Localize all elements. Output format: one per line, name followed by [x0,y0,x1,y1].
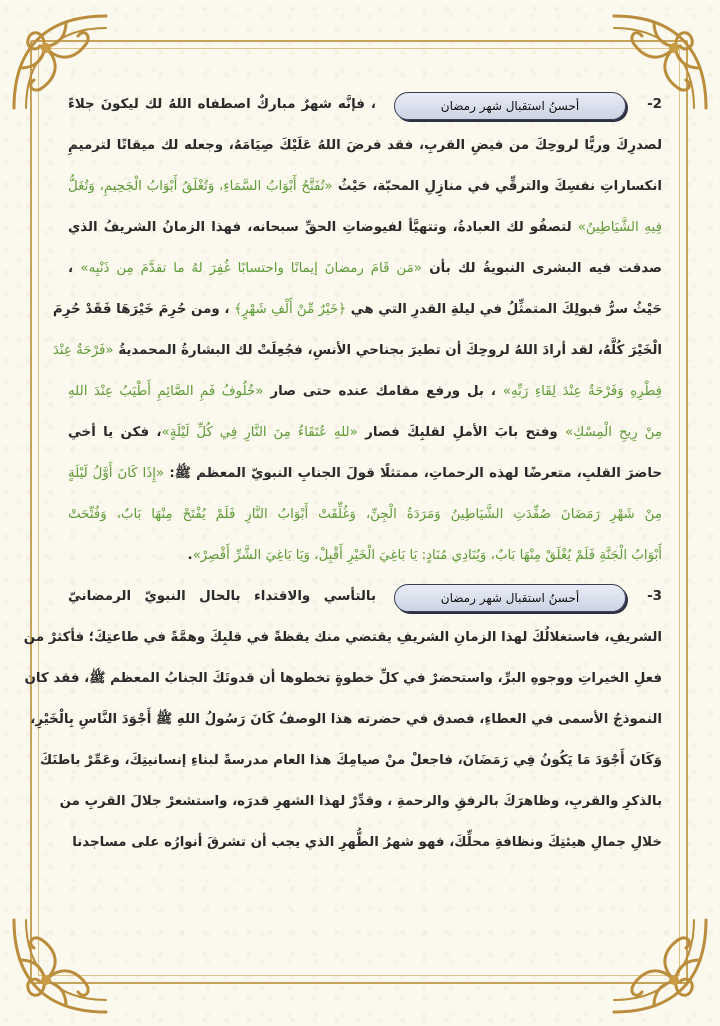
body-text-span: لصدرِكَ وريًّا لروحِكَ من فيضِ القربِ، فقد فرضَ اللهُ عَلَيْكَ صِيَامَهُ، وجعله لك ميقاتًا لترميمِ [68,138,662,153]
body-text-span: صدقت فيه البشرى النبويةُ لك بأن [421,261,662,276]
text-line [52,330,662,371]
quote-text: فِيهِ الشَّيَاطِينُ» [577,220,662,235]
section-heading-row [68,84,662,125]
quote-text: «خُلُوفُ فَمِ الصَّائِمِ أَطْيَبُ عِنْدَ اللهِ [68,384,264,399]
heading-line-text: بالتأسي والاقتداء بالحال النبويّ الرمضانيّ [68,589,376,604]
section-heading-pill: أحسنُ استقبال شهر رمضان [394,584,626,612]
section-2 [52,84,663,576]
text-line [68,453,662,494]
body-text-span: لتصفُو لك العبادةُ، وتتهيَّأ لفيوضاتِ الحقِّ سبحانه، فهذا الزمانُ الشريفُ الذي [68,220,578,235]
quote-text: «فَرْحَةٌ عِنْدَ [52,343,114,358]
text-line [59,781,662,822]
section-lines [23,617,662,863]
text-line [23,617,662,658]
section-heading-row [68,576,662,617]
quote-text: «إِذَا كَانَ أَوَّلُ لَيْلَةٍ [68,466,165,481]
corner-ornament-icon [6,910,116,1020]
body-text-span: ، فكن يا أخي [68,425,162,440]
quote-text: أَبْوَابُ الْجَنَّةِ فَلَمْ يُغْلَقْ مِنْهَا بَابٌ، وَيُنَادِي مُنَادٍ: يَا بَاغِيَ الْخَيْرِ أَقْبِلْ، وَيَا بَاغِيَ الشَّرِّ أَقْصِرْ» [192,548,662,563]
text-line [68,166,662,207]
text-line [30,699,662,740]
quote-text: «تُفَتَّحُ أَبْوَابُ السَّمَاءِ، وَتُغْلَقُ أَبْوَابُ الْجَحِيمِ، وَتُغَلُّ [68,179,333,194]
section-number: 2- [647,97,662,112]
section-lines [52,125,663,576]
text-line [68,371,662,412]
body-text-span: الْخَيْرَ كُلَّهُ، لقد أرادَ اللهُ لروحِكَ أن تطيرَ بجناحي الأنسِ، فجُعِلَتْ لك البشارةُ المحمديةُ [113,343,662,358]
quote-text: فِطْرِهِ وَفَرْحَةٌ عِنْدَ لِقَاءِ رَبِّهِ» [502,384,663,399]
body-text-span: وفتح بابَ الأملِ لقلبِكَ فصار [357,425,565,440]
quote-text: مِنْ شَهْرِ رَمَضَانَ صُفِّدَتِ الشَّيَاطِينُ وَمَرَدَةُ الْجِنِّ، وَغُلِّقَتْ أَبْوَابُ النَّارِ فَلَمْ يُفْتَحْ مِنْهَا بَابٌ، وَفُتِّحَتْ [68,507,662,522]
body-text-span: حَيْثُ سرُّ قبولِكَ المتمثِّلُ في ليلةِ القدرِ التي هي [346,302,662,317]
section-heading-pill: أحسنُ استقبال شهر رمضان [394,92,626,120]
text-line [39,740,662,781]
heading-line-text: ، فإنَّه شهرٌ مباركٌ اصطفاه اللهُ لك ليكونَ جلاءً [68,97,376,112]
text-line [68,535,662,576]
text-line [68,412,662,453]
body-text-span: وَكَانَ أَجْوَدَ مَا يَكُونُ فِي رَمَضَانَ، فاجعلْ منْ صيامِكَ هذا العام مدرسةً لبناءِ إنسانيتِكَ، وعَمِّرْ باطنَكَ [39,753,662,768]
body-text-span: حاضرَ القلبِ، متعرضًا لهذه الرحماتِ، ممتثلًا قولَ الجنابِ النبويّ المعظم ﷺ: [164,466,662,481]
body-text-span: ، بل ورفع مقامك عنده حتى صار [263,384,503,399]
text-line [68,125,662,166]
quote-text: «للهِ عُتَقَاءُ مِنَ النَّارِ فِي كُلِّ لَيْلَةٍ» [161,425,358,440]
quote-text: ﴿خَيْرٌ مِّنْ أَلْفِ شَهْرٍ﴾ [234,302,347,317]
text-line [68,822,662,863]
body-text-span: فعلِ الخيراتِ ووجوهِ البرِّ، واستحضرْ في كلِّ خطوةٍ تخطوها أن قدوتَكَ الجنابُ المعظم ﷺ، فقد كان [24,671,662,686]
body-text-span: . [187,548,193,563]
section-number: 3- [647,589,662,604]
quote-text: «مَن قَامَ رمضانَ إيمانًا واحتسابًا غُفِرَ لهُ ما تقدَّمَ مِن ذَنْبِه» [80,261,422,276]
body-text-span: ، ومن حُرِمَ خَيْرَهَا فَقَدْ حُرِمَ [52,302,235,317]
corner-ornament-icon [604,910,714,1020]
quote-text: مِنْ رِيحِ الْمِسْكِ» [565,425,662,440]
body-text-span: انكساراتِ نفسِكَ والترقِّي في منازِلِ المحبّة، حَيْثُ [332,179,662,194]
text-line [24,658,662,699]
text-line [68,207,662,248]
body-text-span: خلالِ جمالِ هيئتِكَ ونظافةِ محلِّكَ، فهو شهرُ الطُّهرِ الذي يجب أن تشرقَ أنوارُه على مساجدنا [72,835,662,850]
body-text-span: الشريفِ، فاستغلالُكَ لهذا الزمانِ الشريفِ يقتضي منك يقظةً في قلبِكَ وهمَّةً في طاعتِكَ؛ فأكثرْ من [23,630,662,645]
body-text-span: ، [68,261,81,276]
section-3 [23,576,662,863]
body-text [23,84,663,863]
body-text-span: بالذكرِ والقربِ، وظاهرَكَ بالرفقِ والرحمةِ ، وقدِّرْ لهذا الشهرِ قدرَه، واستشعرْ جلالَ القربِ من [59,794,662,809]
body-text-span: النموذجُ الأسمى في العطاءِ، فصدق في حضرته هذا الوصفُ كَانَ رَسُولُ اللهِ ﷺ أَجْوَدَ النَّاسِ بِالْخَيْرِ، [30,712,662,727]
text-line [52,289,662,330]
text-line [68,494,662,535]
text-line [68,248,662,289]
